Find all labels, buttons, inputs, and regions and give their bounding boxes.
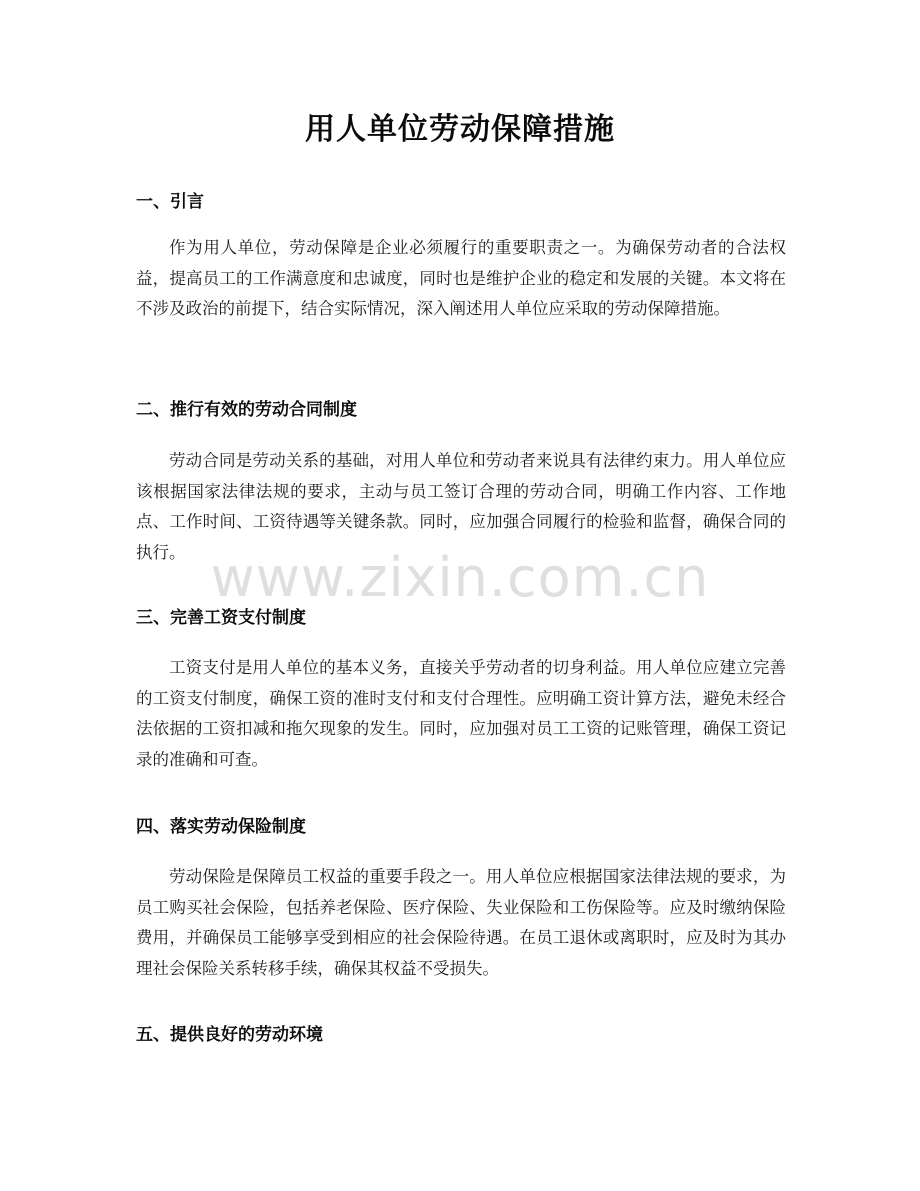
section-body-wages: 工资支付是用人单位的基本义务，直接关乎劳动者的切身利益。用人单位应建立完善的工资支付制度，确保工资的准时支付和支付合理性。应明确工资计算方法，避免未经合法依据的工资扣减和拖欠现象的发生。同时，应加强对员工工资的记账管理，确保工资记录的准确和可查。: [136, 658, 786, 769]
watermark: www.zixin.com.cn: [210, 546, 710, 609]
section-body-intro: 作为用人单位，劳动保障是企业必须履行的重要职责之一。为确保劳动者的合法权益，提高员工的工作满意度和忠诚度，同时也是维护企业的稳定和发展的关键。本文将在不涉及政治的前提下，结合实际情况，深入阐述用人单位应采取的劳动保障措施。: [136, 238, 786, 318]
document-title: 用人单位劳动保障措施: [305, 112, 615, 147]
section-heading-intro: 一、引言: [136, 192, 204, 212]
section-body-insurance: 劳动保险是保障员工权益的重要手段之一。用人单位应根据国家法律法规的要求，为员工购买社会保险，包括养老保险、医疗保险、失业保险和工伤保险等。应及时缴纳保险费用，并确保员工能够享受到相应的社会保险待遇。在员工退休或离职时，应及时为其办理社会保险关系转移手续，确保其权益不受损失。: [136, 867, 786, 978]
section-heading-environment: 五、提供良好的劳动环境: [136, 1025, 323, 1045]
section-heading-wages: 三、完善工资支付制度: [136, 608, 306, 628]
section-heading-contract: 二、推行有效的劳动合同制度: [136, 400, 357, 420]
section-body-contract: 劳动合同是劳动关系的基础，对用人单位和劳动者来说具有法律约束力。用人单位应该根据国家法律法规的要求，主动与员工签订合理的劳动合同，明确工作内容、工作地点、工作时间、工资待遇等关键条款。同时，应加强合同履行的检验和监督，确保合同的执行。: [136, 451, 786, 562]
section-heading-insurance: 四、落实劳动保险制度: [136, 817, 306, 837]
